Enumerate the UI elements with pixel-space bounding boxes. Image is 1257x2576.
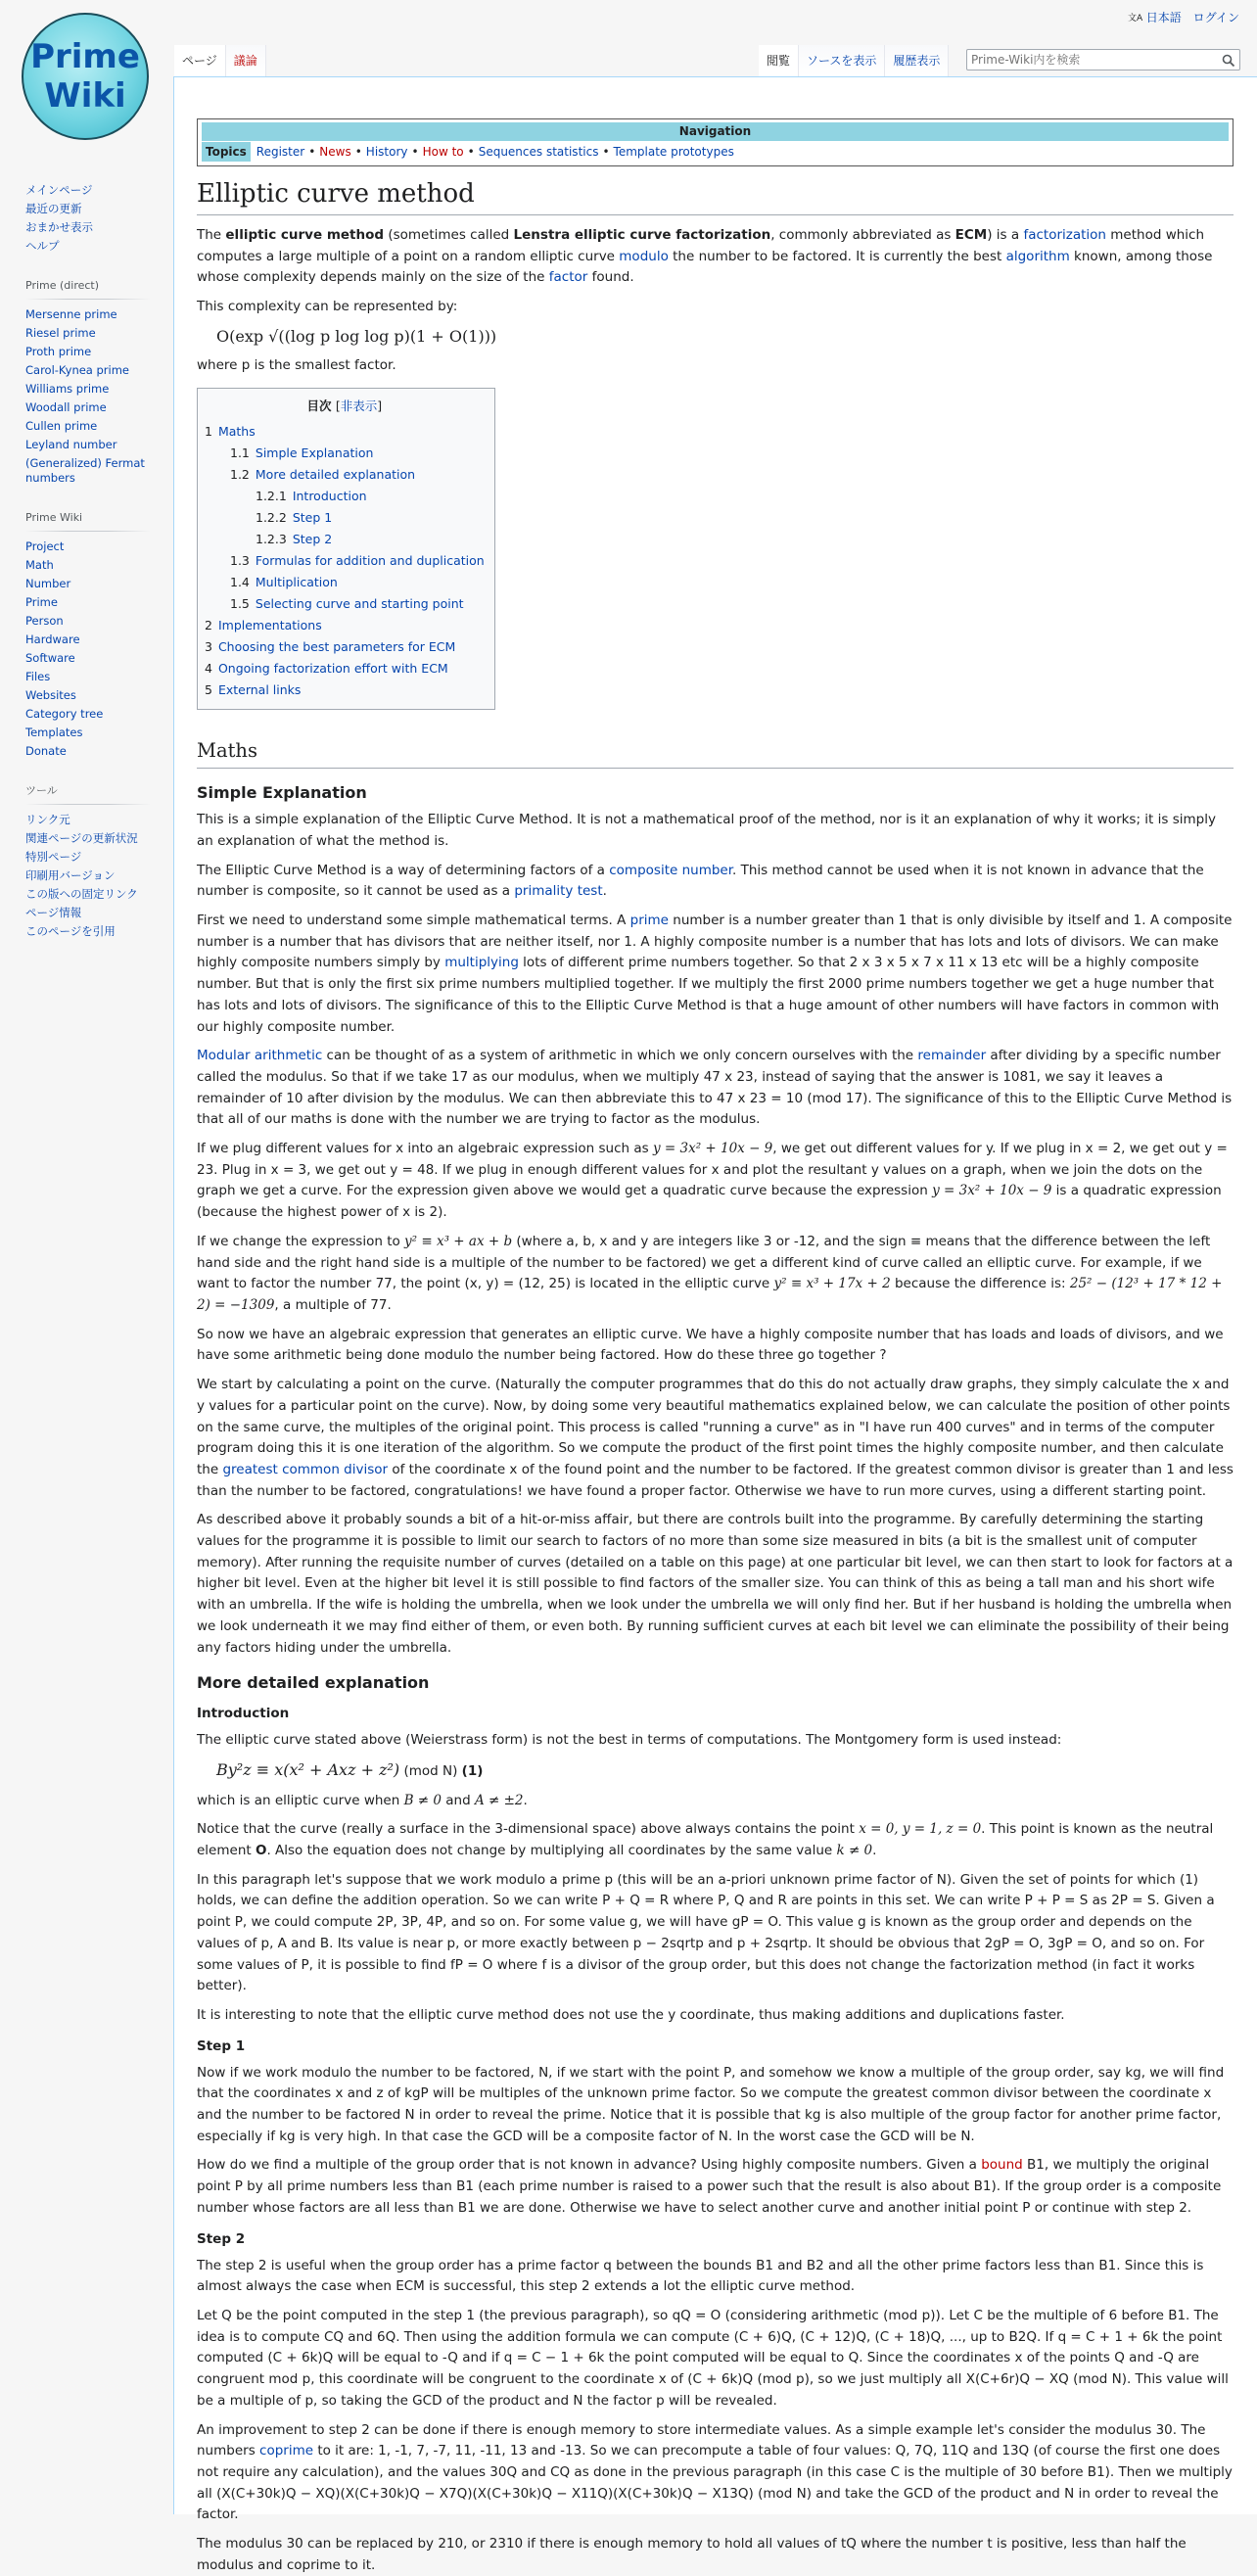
text: known, among those whose complexity depends mainly on the size of the xyxy=(197,248,1213,286)
sidebar-navigation xyxy=(25,181,151,256)
math-expression: 25² − (12³ + 17 * 12 + 2) = −1309 xyxy=(197,1276,1223,1313)
toc-item-link[interactable]: Selecting curve and starting point xyxy=(255,596,464,612)
paragraph: Now if we work modulo the number to be factored, N, if we start with the point P, and somehow we know a multiple of the group order, say kg, we will find that the coordinates x and z of kgP will be multiples of the unknown prime factor. So we compute the greatest common divisor between the coordinate x and the number to be factored N in order to reveal the prime. Notice that it is possible that kg is also multiple of the group factor for another prime factor, especially if kg is very high. In that case the GCD will be a composite factor of N. In the worst case the GCD will be N. xyxy=(197,2064,1225,2144)
complexity-text: This complexity can be represented by: xyxy=(197,299,458,315)
toc-item[interactable] xyxy=(205,658,485,679)
text: B1, we multiply the original point P by all prime numbers less than B1 (each prime number is raised to a power such that the result is also about B1). If the group order is a composite number whose factors are all less than B1 we are done. Otherwise we have to select another curve and another initial point P or continue with step 2. xyxy=(197,2157,1222,2216)
paragraph: The elliptic curve stated above (Weierstrass form) is not the best in terms of computations. The Montgomery form is used instead: xyxy=(197,1732,1062,1749)
montgomery-formula xyxy=(216,1759,1234,1783)
toc-item-link[interactable]: Formulas for addition and duplication xyxy=(255,553,485,569)
toc-item-link[interactable]: Implementations xyxy=(217,618,322,633)
sidebar-item-math[interactable]: Math xyxy=(25,558,54,572)
sidebar-item-fermat[interactable]: (Generalized) Fermat numbers xyxy=(25,456,145,485)
sidebar-item-category-tree[interactable]: Category tree xyxy=(25,707,104,721)
toc-list xyxy=(205,421,485,701)
link-factor[interactable]: factor xyxy=(548,269,588,286)
section-heading-detailed: More detailed explanation xyxy=(197,1673,430,1693)
math-expression: y² ≡ x³ + ax + b xyxy=(404,1233,513,1249)
sidebar-item-williams[interactable]: Williams prime xyxy=(25,382,110,396)
link-primality-test[interactable]: primality test xyxy=(514,883,603,900)
sidebar-item-carol-kynea[interactable]: Carol-Kynea prime xyxy=(25,363,130,377)
separator: • xyxy=(308,145,316,159)
navbox-link-sequences[interactable]: Sequences statistics xyxy=(478,145,599,159)
toc-item[interactable] xyxy=(205,486,485,507)
sidebar-heading: Prime Wiki xyxy=(25,507,151,532)
separator: • xyxy=(411,145,419,159)
tab-talk[interactable]: 議論 xyxy=(226,45,266,76)
text: If we plug different values for x into an algebraic expression such as xyxy=(197,1141,653,1157)
separator: • xyxy=(467,145,475,159)
section-heading-step1: Step 1 xyxy=(197,2037,246,2054)
paragraph xyxy=(197,1375,1234,1502)
toc-item-number: 2 xyxy=(205,618,212,633)
page-title: Elliptic curve method xyxy=(197,177,1234,215)
navbox-topics-label: Topics xyxy=(202,142,251,162)
toc-item[interactable] xyxy=(205,529,485,550)
text: The Elliptic Curve Method is a way of determining factors of a xyxy=(197,862,610,878)
namespace-tabs xyxy=(174,45,266,76)
link-composite-number[interactable]: composite number xyxy=(609,862,733,878)
section-heading-simple: Simple Explanation xyxy=(197,783,367,803)
text: found. xyxy=(587,269,634,286)
link-coprime[interactable]: coprime xyxy=(259,2443,314,2459)
text: . xyxy=(523,1792,528,1808)
math-expression: y² ≡ x³ + 17x + 2 xyxy=(773,1276,891,1292)
text: lots of different prime numbers together. So that 2 x 3 x 5 x 7 x 11 x 13 etc will be a highly composite number. But that is only the first six prime numbers multiplied together. If we multiply the first 2000 prime numbers together we get a huge number that has lots and lots of divisors. The significance of this to the Elliptic Curve Method is that a huge amount of other numbers will have factors in common with our highly composite number. xyxy=(197,955,1220,1035)
link-modulo[interactable]: modulo xyxy=(619,248,669,264)
toc-item-number: 1.2.2 xyxy=(256,510,287,526)
table-of-contents xyxy=(197,388,495,710)
sidebar-item-random[interactable]: おまかせ表示 xyxy=(25,220,93,234)
text: Notice that the curve (really a surface in the 3-dimensional space) above always contains the point xyxy=(197,1821,860,1838)
text: . xyxy=(872,1843,877,1859)
math-expression: B ≠ 0 xyxy=(403,1792,442,1808)
text: method which computes a large multiple of a point on a random elliptic curve xyxy=(197,227,1205,264)
sidebar-item-help[interactable]: ヘルプ xyxy=(25,239,60,253)
where-p-text: where p is the smallest factor. xyxy=(197,356,396,373)
translate-icon[interactable] xyxy=(1128,11,1144,24)
link-algorithm[interactable]: algorithm xyxy=(1005,248,1070,264)
toc-item[interactable] xyxy=(205,593,485,615)
toc-item[interactable] xyxy=(205,421,485,443)
toc-item-number: 4 xyxy=(205,661,212,677)
toc-item[interactable] xyxy=(205,550,485,572)
tab-view-source[interactable]: ソースを表示 xyxy=(799,45,885,76)
sidebar-item-leyland[interactable]: Leyland number xyxy=(25,438,117,451)
toc-toggle[interactable]: 非表示 xyxy=(340,398,378,414)
navbox-title: Navigation xyxy=(202,122,1229,141)
link-remainder[interactable]: remainder xyxy=(917,1048,987,1064)
text: to it are: 1, -1, 7, -7, 11, -11, 13 and -13. So we can precompute a table of four values: Q, 7Q, 11Q and 13Q (of course the first one does not require any calculation), and the values 30Q and CQ as done in the previous paragraph (in this case C is the multiple of 30 before B1). Then we multiply all (X(C+30k)Q − XQ)(X(C+30k)Q − X7Q)(X(C+30k)Q − X11Q)(X(C+30k)Q − X13Q) (mod N) and take the GCD of the product and N in order to reveal the factor. xyxy=(197,2443,1233,2523)
toc-item-number: 1.1 xyxy=(230,445,250,461)
toc-item[interactable] xyxy=(205,572,485,593)
navbox-link-how-to[interactable]: How to xyxy=(422,145,464,159)
toc-item-link[interactable]: Maths xyxy=(217,424,256,440)
sidebar-item-software[interactable]: Software xyxy=(25,651,75,665)
svg-text:文A: 文A xyxy=(1127,14,1143,23)
text: number is a number greater than 1 that is only divisible by itself and 1. A composite number is a number that has divisors that are neither itself, nor 1. A highly composite number is a number that has lots and lots of divisors. We can make highly composite numbers simply by xyxy=(197,913,1233,971)
toc-item-link[interactable]: Multiplication xyxy=(255,575,338,590)
view-tabs xyxy=(759,45,949,76)
text: First we need to understand some simple mathematical terms. A xyxy=(197,913,630,929)
toc-item[interactable] xyxy=(205,679,485,701)
toc-item-number: 3 xyxy=(205,639,212,655)
text: (where a, b, x and y are integers like 3 or -12, and the sign ≡ means that the difference between the left hand side and the right hand side is a multiple of the number to be factored) we get a different kind of curve called an elliptic curve. For example, if we want to factor the number 77, the point (x, y) = (12, 25) is located in the elliptic curve xyxy=(197,1233,1211,1292)
text: is a quadratic expression (because the highest power of x is 2). xyxy=(197,1183,1222,1221)
tab-history[interactable]: 履歴表示 xyxy=(885,45,949,76)
link-factorization[interactable]: factorization xyxy=(1023,227,1106,243)
sidebar-item-special-pages[interactable]: 特別ページ xyxy=(25,850,82,864)
paragraph: The modulus 30 can be replaced by 210, or 2310 if there is enough memory to hold all values of tQ where the number t is positive, less than half the modulus and coprime to it. xyxy=(197,2536,1187,2573)
text: An improvement to step 2 can be done if there is enough memory to store intermediate values. As a simple example let's consider the modulus 30. The numbers xyxy=(197,2421,1206,2459)
math-expression: x = 0, y = 1, z = 0 xyxy=(859,1821,982,1838)
paragraph: This is a simple explanation of the Elliptic Curve Method. It is not a mathematical proof of the method, nor is it an explanation of why it works; it is simply an explanation of what the method is. xyxy=(197,812,1216,849)
search-box xyxy=(966,49,1240,70)
content-area xyxy=(173,76,1257,2573)
text: . This method cannot be used when it is not known in advance that the number is composite, so it cannot be used as a xyxy=(197,862,1204,900)
text: . This point is known as the neutral element xyxy=(197,1821,1214,1859)
toc-item-link[interactable]: Simple Explanation xyxy=(255,445,374,461)
sidebar-item-permalink[interactable]: この版への固定リンク xyxy=(25,887,138,901)
language-link[interactable]: 日本語 xyxy=(1145,11,1182,24)
intro-paragraph xyxy=(197,225,1234,289)
toc-item-link[interactable]: Step 2 xyxy=(292,532,333,547)
toc-item-link[interactable]: More detailed explanation xyxy=(255,467,416,483)
search-input[interactable] xyxy=(971,52,1206,68)
math-expression: By²z ≡ x(x² + Axz + z²) xyxy=(216,1759,400,1779)
text: , commonly abbreviated as xyxy=(770,227,955,243)
sidebar-item-proth[interactable]: Proth prime xyxy=(25,345,92,358)
paragraph xyxy=(197,1819,1234,1861)
section-heading-maths: Maths xyxy=(197,737,1234,769)
sidebar-item-whatlinkshere[interactable]: リンク元 xyxy=(25,813,70,826)
formula-mod: (mod N) xyxy=(399,1762,462,1779)
toc-title-text: 目次 xyxy=(306,398,332,414)
text: . xyxy=(602,883,607,900)
toc-item[interactable] xyxy=(205,443,485,464)
sidebar-item-printable[interactable]: 印刷用バージョン xyxy=(25,868,116,882)
paragraph: In this paragraph let's suppose that we work modulo a prime p (this will be an a-priori unknown prime factor of N). Given the set of points for which (1) holds, we can define the addition operation. So we can write P + Q = R where P, Q and R are points in this set. We can write P + P = S as 2P = S. Given a point P, we could compute 2P, 3P, 4P, and so on. For some value g, we will have gP = O. This value g is known as the group order and depends on the values of p, A and B. Its value is near p, or more exactly between p − 2sqrtp and p + 2sqrtp. It should be obvious that 2gP = O, 3gP = O, and so on. For some values of P, it is possible to find fP = O where f is a divisor of the group order, but this does not change the factorization method (in fact it works better). xyxy=(197,1871,1215,1994)
toc-item-number: 1 xyxy=(205,424,212,440)
sidebar-item-cullen[interactable]: Cullen prime xyxy=(25,419,98,433)
sidebar-item-files[interactable]: Files xyxy=(25,670,51,683)
link-gcd[interactable]: greatest common divisor xyxy=(222,1461,389,1477)
sidebar-item-mersenne[interactable]: Mersenne prime xyxy=(25,307,117,321)
sidebar-heading: Prime (direct) xyxy=(25,275,151,300)
sidebar-heading: ツール xyxy=(25,780,151,805)
sidebar-item-person[interactable]: Person xyxy=(25,614,64,628)
paragraph: As described above it probably sounds a bit of a hit-or-miss affair, but there are controls built into the programme. By carefully determining the starting values for the programme it is possible to limit our search to factors of no more than some size measured in bits (a bit is the smallest unit of computer memory). After running the requisite number of curves (detailed on a table on this page) at one particular bit level, we can then start to look for factors at a higher bit level. Even at the higher bit level it is still possible to find factors of the smaller size. You can think of this as being a tall man and his short wife with an umbrella. If the wife is holding the umbrella, when we look under the umbrella we will only find her. But if her husband is holding the umbrella when we look underneath it we may find either of them, or even both. By running sufficient curves at each bit level we can eliminate the possibility of their being any factors hiding under the umbrella. xyxy=(197,1512,1234,1656)
paragraph xyxy=(197,1791,1234,1812)
paragraph xyxy=(197,1232,1234,1317)
separator: • xyxy=(602,145,610,159)
sidebar-item-hardware[interactable]: Hardware xyxy=(25,632,80,646)
text: can be thought of as a system of arithmetic in which we only concern ourselves with the xyxy=(322,1048,918,1064)
navbox-link-news[interactable]: News xyxy=(319,145,351,159)
paragraph xyxy=(197,2155,1234,2219)
text: The xyxy=(197,227,226,243)
toc-title: 目次 [非表示] xyxy=(306,398,383,414)
link-modular-arithmetic[interactable]: Modular arithmetic xyxy=(197,1048,323,1064)
link-prime[interactable]: prime xyxy=(629,913,669,929)
login-link[interactable]: ログイン xyxy=(1192,11,1239,24)
bold-term: elliptic curve method xyxy=(225,227,385,243)
separator: • xyxy=(354,145,362,159)
toc-item[interactable] xyxy=(205,636,485,658)
paragraph: It is interesting to note that the elliptic curve method does not use the y coordinate, thus making additions and duplications faster. xyxy=(197,2006,1065,2023)
complexity-formula: O(exp √((log p log log p)(1 + O(1))) xyxy=(216,326,497,346)
sidebar-tools xyxy=(25,780,151,941)
text: . Also the equation does not change by multiplying all coordinates by the same value xyxy=(266,1843,837,1859)
text: How do we find a multiple of the group order that is not known in advance? Using highly composite numbers. Given a xyxy=(197,2157,982,2174)
sidebar-item-woodall[interactable]: Woodall prime xyxy=(25,400,107,414)
tab-read[interactable]: 閲覧 xyxy=(759,45,799,76)
sidebar-item-recent-changes[interactable]: 最近の更新 xyxy=(25,202,82,215)
search-icon[interactable] xyxy=(1222,53,1235,67)
text: We start by calculating a point on the curve. (Naturally the computer programmes that do this do not actually draw graphs, they simply calculate the x and y values for a particular point on the curve). Now, by doing some very beautiful mathematics explained below, we can calculate the position of other points on the same curve, the multiples of the original point. This process is called "running a curve" as in "I have run 400 curves" and in terms of the computer program doing this it is one iteration of the algorithm. So we compute the product of the first point times the highly composite number, and then calculate the xyxy=(197,1377,1231,1477)
text: If we change the expression to xyxy=(197,1233,405,1249)
paragraph xyxy=(197,1139,1234,1224)
toc-item-link[interactable]: Ongoing factorization effort with ECM xyxy=(217,661,448,677)
section-heading-introduction: Introduction xyxy=(197,1706,290,1722)
math-expression: k ≠ 0 xyxy=(836,1843,873,1859)
paragraph xyxy=(197,911,1234,1038)
paragraph: So now we have an algebraic expression that generates an elliptic curve. We have a highly composite number that has loads and loads of divisors, and we have some arithmetic being done modulo the number being factored. How do these three go together ? xyxy=(197,1326,1224,1364)
toc-item-number: 1.2.1 xyxy=(256,489,287,504)
logo-text-line1: Prime xyxy=(30,37,140,76)
bold-term: Lenstra elliptic curve factorization xyxy=(513,227,771,243)
toc-item-number: 1.2.3 xyxy=(256,532,287,547)
text: because the difference is: xyxy=(890,1276,1070,1292)
text: of the coordinate x of the found point and the number to be factored. If the greatest common divisor is greater than 1 and less than the number to be factored, congratulations! we have found a proper factor. Otherwise we have to run more curves, using a different starting point. xyxy=(197,1461,1234,1499)
sidebar-item-websites[interactable]: Websites xyxy=(25,688,76,702)
toc-item-number: 5 xyxy=(205,682,212,698)
sidebar-item-number[interactable]: Number xyxy=(25,577,71,590)
site-logo[interactable] xyxy=(22,13,149,140)
paragraph xyxy=(197,1046,1234,1131)
sidebar-item-templates[interactable]: Templates xyxy=(25,726,83,739)
sidebar-item-riesel[interactable]: Riesel prime xyxy=(25,326,96,340)
sidebar-item-donate[interactable]: Donate xyxy=(25,744,67,758)
text: ) is a xyxy=(987,227,1024,243)
paragraph: Let Q be the point computed in the step 1 (the previous paragraph), so qQ = O (considering arithmetic (mod p)). Let C be the multiple of 6 before B1. The idea is to compute CQ and 6Q. Then using the addition formula we can compute (C + 6)Q, (C + 12)Q, (C + 18)Q, ..., up to B2Q. If q = C + 1 + 6k the point computed (C + 6k)Q will be equal to -Q and if q = C − 1 + 6k the point computed will be equal to Q. Since the coordinates x of the points Q and -Q are congruent mod p, this coordinate will be congruent to the coordinate x of (C + 6k)Q (mod p), so we just multiply all X(C+6r)Q − XQ (mod N). This value will be a multiple of p, so taking the GCD of the product and N the factor p will be revealed. xyxy=(197,2308,1229,2409)
text: after dividing by a specific number called the modulus. So that if we take 17 as our modulus, when we multiply 47 x 23, instead of saying that the answer is 1081, we say it leaves a remainder of 10 after division by the modulus. We can then abbreviate this to 47 x 23 = 10 (mod 17). The significance of this to the Elliptic Curve Method is that all of our maths is done with the number we are trying to factor as the modulus. xyxy=(197,1048,1233,1128)
sidebar-item-main-page[interactable]: メインページ xyxy=(25,183,93,197)
navbox-link-templates[interactable]: Template prototypes xyxy=(613,145,734,159)
text: , we get out different values for y. If we plug in x = 2, we get out y = 23. Plug in x = 3, we get out y = 48. If we plug in enough different values for x and plot the resultant y values on a graph, when we join the dots on the graph we get a curve. For the expression given above we would get a quadratic curve because the expression xyxy=(197,1141,1228,1199)
toc-item-link[interactable]: Introduction xyxy=(292,489,367,504)
sidebar-item-prime[interactable]: Prime xyxy=(25,595,58,609)
sidebar-item-cite[interactable]: このページを引用 xyxy=(25,924,116,938)
navbox-link-register[interactable]: Register xyxy=(256,145,305,159)
paragraph xyxy=(197,861,1234,903)
bold-term: O xyxy=(255,1843,267,1859)
toc-item[interactable] xyxy=(205,615,485,636)
logo-text-line2: Wiki xyxy=(44,76,126,116)
sidebar-prime-direct xyxy=(25,275,151,488)
link-multiplying[interactable]: multiplying xyxy=(444,955,519,971)
formula-tag: (1) xyxy=(461,1762,484,1779)
bold-term: ECM xyxy=(954,227,988,243)
toc-item-number: 1.4 xyxy=(230,575,250,590)
toc-item-link[interactable]: Choosing the best parameters for ECM xyxy=(217,639,456,655)
sidebar-item-related-changes[interactable]: 関連ページの更新状況 xyxy=(25,831,138,845)
tab-page[interactable]: ページ xyxy=(174,45,226,76)
toc-item-number: 1.5 xyxy=(230,596,250,612)
toc-item[interactable] xyxy=(205,507,485,529)
math-expression: y = 3x² + 10x − 9 xyxy=(652,1141,773,1157)
toc-item-link[interactable]: External links xyxy=(217,682,302,698)
text: and xyxy=(441,1792,475,1808)
personal-tools xyxy=(1120,9,1239,25)
sidebar-item-page-info[interactable]: ページ情報 xyxy=(25,906,82,919)
navbox-link-history[interactable]: History xyxy=(365,145,408,159)
sidebar-item-project[interactable]: Project xyxy=(25,539,65,553)
toc-item-number: 1.3 xyxy=(230,553,250,569)
sidebar-prime-wiki xyxy=(25,507,151,761)
link-bound[interactable]: bound xyxy=(981,2157,1023,2174)
toc-item[interactable] xyxy=(205,464,485,486)
math-expression: A ≠ ±2 xyxy=(474,1792,524,1808)
paragraph: The step 2 is useful when the group order has a prime factor q between the bounds B1 and B2 and all the other prime factors less than B1. Since this is almost always the case when ECM is successful, this step 2 extends a lot the elliptic curve method. xyxy=(197,2257,1204,2295)
text: the number to be factored. It is currently the best xyxy=(668,248,1006,264)
text: (sometimes called xyxy=(384,227,514,243)
navigation-box xyxy=(197,118,1234,166)
text: , a multiple of 77. xyxy=(274,1296,392,1313)
toc-item-link[interactable]: Step 1 xyxy=(292,510,333,526)
sidebar xyxy=(25,181,151,960)
text: which is an elliptic curve when xyxy=(197,1792,404,1808)
section-heading-step2: Step 2 xyxy=(197,2230,246,2247)
math-expression: y = 3x² + 10x − 9 xyxy=(932,1183,1052,1199)
toc-item-number: 1.2 xyxy=(230,467,250,483)
paragraph xyxy=(197,2420,1234,2527)
